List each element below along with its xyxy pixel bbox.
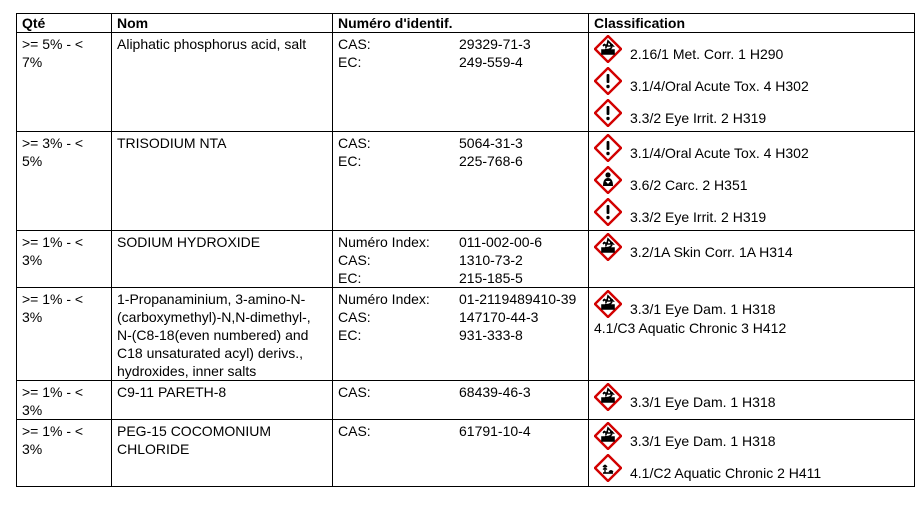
id-value: 1310-73-2 [459,252,523,268]
cell-qty: >= 5% - < 7% [17,33,112,132]
hazard-entry [594,454,910,482]
table-row [17,132,915,231]
table-row [17,288,915,381]
hazard-text: 3.2/1A Skin Corr. 1A H314 [630,244,793,260]
hazard-text: 3.1/4/Oral Acute Tox. 4 H302 [630,145,809,161]
cell-name: PEG-15 COCOMONIUM CHLORIDE [112,420,333,487]
cell-classification [589,33,915,132]
table-row [17,231,915,288]
hazard-text: 2.16/1 Met. Corr. 1 H290 [630,46,784,62]
id-line [338,308,584,326]
cell-name: C9-11 PARETH-8 [112,381,333,420]
hazard-entry [594,134,910,162]
cell-name: 1-Propanaminium, 3-amino-N-(carboxymethyl)-N,N-dimethyl-, N-(C8-18(even numbered) and C18 unsaturated acyl) derivs., hydroxides, inner salts [112,288,333,381]
cell-qty: >= 1% - < 3% [17,420,112,487]
hazard-text: 3.3/1 Eye Dam. 1 H318 [630,433,776,449]
id-value: 215-185-5 [459,270,523,286]
cell-ids [333,33,589,132]
id-label: EC: [338,54,362,70]
table-row [17,381,915,420]
cell-ids [333,132,589,231]
id-value: 225-768-6 [459,153,523,169]
exclamation-icon [594,134,622,162]
composition-table [16,13,915,487]
id-value: 68439-46-3 [459,384,531,400]
id-line [338,251,584,269]
id-label: CAS: [338,252,371,268]
id-label: CAS: [338,384,371,400]
header-qty: Qté [17,14,112,33]
id-label: CAS: [338,135,371,151]
id-label: Numéro Index: [338,234,430,250]
header-name: Nom [112,14,333,33]
id-value: 5064-31-3 [459,135,523,151]
cell-qty: >= 1% - < 3% [17,288,112,381]
header-classification: Classification [589,14,915,33]
hazard-entry: 4.1/C3 Aquatic Chronic 3 H412 [594,320,787,336]
id-line [338,233,584,251]
id-line [338,152,584,170]
cell-ids [333,288,589,381]
cell-qty: >= 1% - < 3% [17,231,112,288]
cell-ids [333,231,589,288]
exclamation-icon [594,99,622,127]
id-value: 61791-10-4 [459,423,531,439]
cell-ids [333,420,589,487]
corrosion-icon [594,422,622,450]
environment-icon [594,454,622,482]
cell-ids [333,381,589,420]
id-value: 29329-71-3 [459,36,531,52]
hazard-text: 3.6/2 Carc. 2 H351 [630,177,748,193]
id-line [338,53,584,71]
cell-classification [589,231,915,288]
id-value: 931-333-8 [459,327,523,343]
cell-qty: >= 3% - < 5% [17,132,112,231]
hazard-entry [594,99,910,127]
hazard-entry [594,166,910,194]
header-row [17,14,915,33]
id-line [338,326,584,344]
id-label: CAS: [338,309,371,325]
id-label: CAS: [338,423,371,439]
hazard-entry [594,35,910,63]
cell-classification [589,381,915,420]
hazard-entry [594,233,910,261]
id-line [338,383,584,401]
corrosion-icon [594,383,622,411]
table-row [17,420,915,487]
cell-name: TRISODIUM NTA [112,132,333,231]
id-label: CAS: [338,36,371,52]
health-hazard-icon [594,166,622,194]
id-value: 01-2119489410-39 [459,291,577,307]
id-line [338,269,584,287]
hazard-entry [594,198,910,226]
corrosion-icon [594,35,622,63]
hazard-text: 3.3/2 Eye Irrit. 2 H319 [630,209,767,225]
hazard-text: 3.3/1 Eye Dam. 1 H318 [630,394,776,410]
id-label: Numéro Index: [338,291,430,307]
id-value: 147170-44-3 [459,309,539,325]
cell-name: Aliphatic phosphorus acid, salt [112,33,333,132]
cell-classification [589,132,915,231]
id-line [338,290,584,308]
cell-qty: >= 1% - < 3% [17,381,112,420]
hazard-entry [594,383,910,411]
id-line [338,35,584,53]
id-label: EC: [338,153,362,169]
corrosion-icon [594,233,622,261]
cell-name: SODIUM HYDROXIDE [112,231,333,288]
hazard-entry [594,67,910,95]
id-line [338,422,584,440]
hazard-entry [594,422,910,450]
hazard-entry [594,290,910,318]
hazard-text: 3.3/1 Eye Dam. 1 H318 [630,301,776,317]
exclamation-icon [594,198,622,226]
id-value: 011-002-00-6 [459,234,543,250]
id-label: EC: [338,327,362,343]
hazard-text: 4.1/C2 Aquatic Chronic 2 H411 [630,465,822,481]
id-line [338,134,584,152]
cell-classification [589,288,915,381]
corrosion-icon [594,290,622,318]
hazard-text: 3.1/4/Oral Acute Tox. 4 H302 [630,78,809,94]
exclamation-icon [594,67,622,95]
cell-classification [589,420,915,487]
id-value: 249-559-4 [459,54,523,70]
table-row [17,33,915,132]
hazard-text: 3.3/2 Eye Irrit. 2 H319 [630,110,767,126]
id-label: EC: [338,270,362,286]
header-id: Numéro d'identif. [333,14,589,33]
